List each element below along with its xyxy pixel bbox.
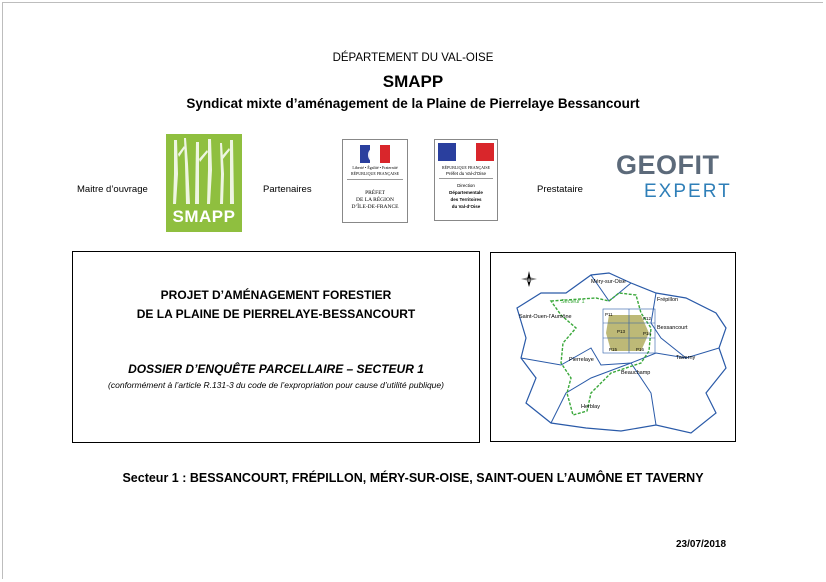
geofit-logo-text: GEOFIT xyxy=(616,150,720,180)
smapp-logo-text: SMAPP xyxy=(172,207,236,226)
prefet-oise-valdoise: du Val-d’Oise xyxy=(451,204,481,209)
map-label-beauchamp: Beauchamp xyxy=(621,370,651,376)
prefet-val-oise-logo xyxy=(434,139,498,221)
document-date: 23/07/2018 xyxy=(676,539,727,550)
map-label-p12: P12 xyxy=(643,316,652,321)
prefet-oise-dept: Départementale xyxy=(449,190,483,195)
prefet-oise-territoires: des Territoires xyxy=(450,197,482,202)
north-arrow-icon xyxy=(521,271,537,287)
org-acronym: SMAPP xyxy=(382,72,444,91)
prefet-region-title: PRÉFET xyxy=(365,190,385,196)
expert-logo-text: EXPERT xyxy=(644,181,732,202)
prestataire-label: Prestataire xyxy=(537,184,583,195)
sector-map xyxy=(490,252,736,442)
prefet-region-line2: DE LA RÉGION xyxy=(356,197,394,203)
map-label-frepillon: Frépillon xyxy=(657,297,679,303)
map-label-p11: P11 xyxy=(605,312,613,317)
map-label-p16: P16 xyxy=(636,347,645,352)
prefet-oise-title: Préfet du Val-d’Oise xyxy=(446,171,486,176)
prefet-oise-republic: RÉPUBLIQUE FRANÇAISE xyxy=(441,165,491,170)
map-label-bessancourt: Bessancourt xyxy=(657,325,688,331)
department-heading: DÉPARTEMENT DU VAL-OISE xyxy=(332,52,494,64)
map-label-mery: Méry-sur-Oise xyxy=(591,279,626,285)
prefet-region-motto: Liberté • Égalité • Fraternité xyxy=(352,165,398,170)
map-label-saint-ouen: Saint-Ouen-l’Aumône xyxy=(519,314,572,320)
project-title-line2: DE LA PLAINE DE PIERRELAYE-BESSANCOURT xyxy=(136,307,416,321)
map-label-pierrelaye: Pierrelaye xyxy=(569,357,594,363)
prefet-region-republic: RÉPUBLIQUE FRANÇAISE xyxy=(350,171,400,176)
project-title-line1: PROJET D’AMÉNAGEMENT FORESTIER xyxy=(160,288,392,302)
conformity-note: (conformément à l’article R.131-3 du code de l’expropriation pour cause d’utilité publique) xyxy=(108,380,444,390)
map-label-secteur: Secteur 1 xyxy=(561,299,585,305)
map-label-p15: P15 xyxy=(609,347,618,352)
sector-communes-line: Secteur 1 : BESSANCOURT, FRÉPILLON, MÉRY-SUR-OISE, SAINT-OUEN L’AUMÔNE ET TAVERNY xyxy=(122,471,704,485)
org-full-name: Syndicat mixte d’aménagement de la Plaine de Pierrelaye Bessancourt xyxy=(186,96,640,111)
green-boundary xyxy=(551,293,651,415)
prefet-oise-direction: Direction xyxy=(457,183,475,188)
prefet-oise-divider xyxy=(439,178,493,179)
maitre-ouvrage-label: Maitre d’ouvrage xyxy=(77,184,148,195)
prefet-region-divider xyxy=(347,179,403,180)
project-title-box xyxy=(72,251,480,443)
dossier-title: DOSSIER D’ENQUÊTE PARCELLAIRE – SECTEUR 1 xyxy=(128,362,424,376)
map-label-herblay: Herblay xyxy=(581,404,600,410)
partenaires-label: Partenaires xyxy=(263,184,312,195)
prefet-region-line3: D’ÎLE-DE-FRANCE xyxy=(351,204,399,210)
prefet-region-logo xyxy=(342,139,408,223)
map-label-taverny: Taverny xyxy=(676,355,696,361)
map-label-p13: P13 xyxy=(617,329,626,334)
map-label-p14: P14 xyxy=(643,331,652,336)
smapp-logo xyxy=(166,134,242,232)
